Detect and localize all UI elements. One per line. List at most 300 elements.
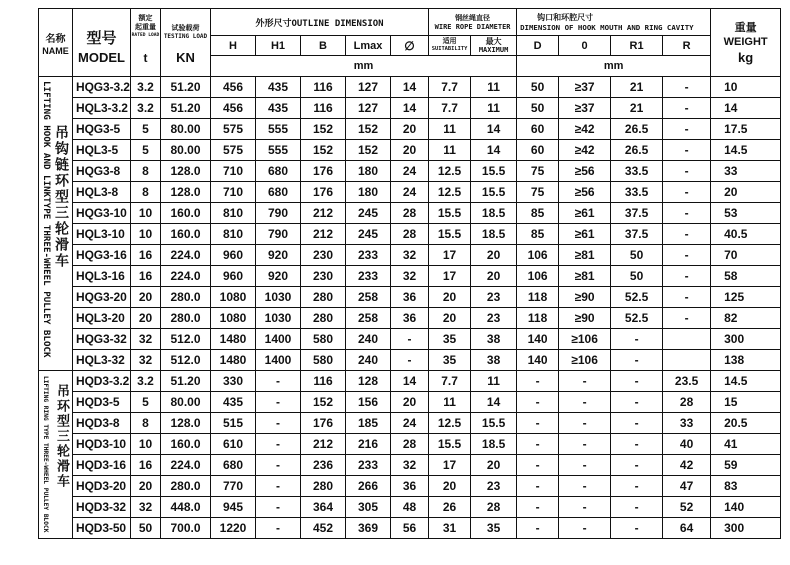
- cell-rope-suitability: 26: [429, 497, 471, 518]
- cell-lmax: 258: [346, 308, 391, 329]
- cell-rated-load: 20: [131, 308, 161, 329]
- cell-h1: 920: [256, 245, 301, 266]
- cell-lmax: 258: [346, 287, 391, 308]
- table-row: [39, 182, 781, 203]
- cell-rope-maximum: 35: [471, 518, 517, 539]
- cell-rope-maximum: 23: [471, 308, 517, 329]
- cell-r1: -: [611, 518, 663, 539]
- cell-b: 152: [301, 392, 346, 413]
- cell-h1: 435: [256, 98, 301, 119]
- cell-b: 580: [301, 329, 346, 350]
- cell-b: 230: [301, 245, 346, 266]
- cell-model: HQD3-10: [73, 434, 131, 455]
- cell-r1: -: [611, 413, 663, 434]
- col-diameter-header: ∅: [391, 36, 429, 56]
- cell-diameter: 24: [391, 182, 429, 203]
- cell-o: -: [559, 434, 611, 455]
- cell-rope-suitability: 17: [429, 455, 471, 476]
- cell-rope-suitability: 11: [429, 392, 471, 413]
- cell-d: 50: [517, 98, 559, 119]
- table-body: [39, 77, 781, 539]
- cell-r1: -: [611, 392, 663, 413]
- cell-lmax: 240: [346, 350, 391, 371]
- cell-testing-load: 224.0: [161, 455, 211, 476]
- cell-d: 50: [517, 77, 559, 98]
- table-row: [39, 350, 781, 371]
- cell-rated-load: 32: [131, 497, 161, 518]
- cell-rope-maximum: 38: [471, 350, 517, 371]
- wire-rope-diameter-header: [429, 9, 517, 36]
- cell-b: 236: [301, 455, 346, 476]
- cell-r: [663, 350, 711, 371]
- cell-r: 42: [663, 455, 711, 476]
- cell-rope-maximum: 18.5: [471, 434, 517, 455]
- cell-rope-maximum: 15.5: [471, 161, 517, 182]
- cell-b: 280: [301, 476, 346, 497]
- cell-model: HQG3-3.2: [73, 77, 131, 98]
- table-row: [39, 140, 781, 161]
- hook-ring-dimension-header: [517, 9, 711, 36]
- cell-d: -: [517, 518, 559, 539]
- cell-r1: -: [611, 350, 663, 371]
- cell-b: 280: [301, 308, 346, 329]
- cell-lmax: 233: [346, 245, 391, 266]
- cell-r: -: [663, 140, 711, 161]
- cell-b: 176: [301, 161, 346, 182]
- cell-weight: 17.5: [711, 119, 781, 140]
- cell-h1: 1400: [256, 350, 301, 371]
- cell-weight: 41: [711, 434, 781, 455]
- cell-rated-load: 8: [131, 413, 161, 434]
- cell-h: 710: [211, 182, 256, 203]
- cell-o: -: [559, 455, 611, 476]
- cell-r: 40: [663, 434, 711, 455]
- cell-o: ≥81: [559, 245, 611, 266]
- cell-r1: -: [611, 455, 663, 476]
- cell-lmax: 152: [346, 119, 391, 140]
- cell-diameter: 24: [391, 413, 429, 434]
- cell-rope-suitability: 12.5: [429, 182, 471, 203]
- cell-diameter: 48: [391, 497, 429, 518]
- cell-r1: 50: [611, 266, 663, 287]
- cell-rope-suitability: 20: [429, 308, 471, 329]
- table-row: [39, 455, 781, 476]
- cell-h: 1080: [211, 308, 256, 329]
- hook-ring-header-en: DIMENSION OF HOOK MOUTH AND RING CAVITY: [520, 22, 694, 32]
- cell-weight: 59: [711, 455, 781, 476]
- cell-weight: 15: [711, 392, 781, 413]
- cell-o: -: [559, 518, 611, 539]
- cell-b: 212: [301, 224, 346, 245]
- cell-model: HQD3-32: [73, 497, 131, 518]
- cell-o: ≥37: [559, 98, 611, 119]
- cell-testing-load: 51.20: [161, 371, 211, 392]
- cell-r1: -: [611, 476, 663, 497]
- col-h1-header: H1: [256, 36, 301, 56]
- cell-h1: 555: [256, 140, 301, 161]
- cell-rope-maximum: 28: [471, 497, 517, 518]
- cell-r: -: [663, 245, 711, 266]
- cell-r1: 37.5: [611, 203, 663, 224]
- cell-rope-suitability: 15.5: [429, 224, 471, 245]
- table-row: [39, 476, 781, 497]
- cell-lmax: 369: [346, 518, 391, 539]
- testing-load-unit: KN: [176, 50, 195, 65]
- cell-r: 52: [663, 497, 711, 518]
- cell-h: 960: [211, 266, 256, 287]
- cell-d: -: [517, 371, 559, 392]
- cell-rated-load: 16: [131, 245, 161, 266]
- cell-weight: 53: [711, 203, 781, 224]
- table-row: [39, 329, 781, 350]
- cell-h: 960: [211, 245, 256, 266]
- cell-weight: 300: [711, 518, 781, 539]
- cell-rope-maximum: 20: [471, 266, 517, 287]
- cell-model: HQD3-3.2: [73, 371, 131, 392]
- col-d-header: D: [517, 36, 559, 56]
- group-name-en: LIFTING HOOK AND LINKTYPE THREE-WHEEL PULLEY BLOCK: [41, 81, 52, 358]
- cell-b: 580: [301, 350, 346, 371]
- cell-h: 575: [211, 119, 256, 140]
- cell-r: -: [663, 182, 711, 203]
- cell-h1: 790: [256, 203, 301, 224]
- cell-rope-suitability: 17: [429, 245, 471, 266]
- table-row: [39, 224, 781, 245]
- cell-b: 116: [301, 77, 346, 98]
- cell-model: HQL3-20: [73, 308, 131, 329]
- cell-d: 118: [517, 287, 559, 308]
- cell-rated-load: 10: [131, 203, 161, 224]
- cell-h1: -: [256, 497, 301, 518]
- cell-weight: 58: [711, 266, 781, 287]
- group-name-cell: [39, 77, 73, 371]
- cell-b: 364: [301, 497, 346, 518]
- cell-model: HQL3-10: [73, 224, 131, 245]
- cell-rope-suitability: 20: [429, 287, 471, 308]
- cell-rope-suitability: 35: [429, 329, 471, 350]
- cell-lmax: 180: [346, 182, 391, 203]
- cell-testing-load: 80.00: [161, 140, 211, 161]
- cell-o: ≥56: [559, 161, 611, 182]
- cell-d: -: [517, 413, 559, 434]
- col-lmax-header: Lmax: [346, 36, 391, 56]
- cell-b: 152: [301, 140, 346, 161]
- maximum-cn: 最大: [485, 37, 502, 46]
- table-row: [39, 308, 781, 329]
- cell-b: 116: [301, 371, 346, 392]
- cell-r1: 21: [611, 77, 663, 98]
- header-row-groups: [39, 9, 781, 36]
- cell-r1: 26.5: [611, 140, 663, 161]
- cell-h: 515: [211, 413, 256, 434]
- cell-model: HQD3-5: [73, 392, 131, 413]
- cell-o: ≥42: [559, 140, 611, 161]
- cell-diameter: 32: [391, 455, 429, 476]
- cell-r1: 37.5: [611, 224, 663, 245]
- cell-testing-load: 512.0: [161, 329, 211, 350]
- cell-h: 330: [211, 371, 256, 392]
- cell-r: 33: [663, 413, 711, 434]
- cell-o: -: [559, 413, 611, 434]
- cell-r: 23.5: [663, 371, 711, 392]
- cell-rope-maximum: 23: [471, 476, 517, 497]
- cell-d: -: [517, 392, 559, 413]
- cell-r: 28: [663, 392, 711, 413]
- cell-model: HQG3-8: [73, 161, 131, 182]
- cell-r: -: [663, 98, 711, 119]
- rated-load-header: [131, 9, 161, 77]
- cell-h: 710: [211, 161, 256, 182]
- cell-rope-suitability: 11: [429, 140, 471, 161]
- cell-testing-load: 280.0: [161, 308, 211, 329]
- cell-d: 60: [517, 119, 559, 140]
- cell-d: 106: [517, 245, 559, 266]
- cell-rated-load: 5: [131, 119, 161, 140]
- cell-diameter: 36: [391, 476, 429, 497]
- cell-diameter: 20: [391, 119, 429, 140]
- cell-model: HQG3-16: [73, 245, 131, 266]
- cell-rope-maximum: 15.5: [471, 182, 517, 203]
- cell-lmax: 180: [346, 161, 391, 182]
- cell-rope-maximum: 38: [471, 329, 517, 350]
- cell-rope-suitability: 20: [429, 476, 471, 497]
- cell-weight: 14: [711, 98, 781, 119]
- cell-model: HQG3-10: [73, 203, 131, 224]
- cell-testing-load: 448.0: [161, 497, 211, 518]
- cell-h: 610: [211, 434, 256, 455]
- cell-r: -: [663, 119, 711, 140]
- table-row: [39, 392, 781, 413]
- cell-lmax: 266: [346, 476, 391, 497]
- cell-r1: 26.5: [611, 119, 663, 140]
- cell-b: 230: [301, 266, 346, 287]
- group-name-cell: [39, 371, 73, 539]
- cell-h: 810: [211, 224, 256, 245]
- cell-rated-load: 3.2: [131, 98, 161, 119]
- cell-o: ≥90: [559, 308, 611, 329]
- cell-h1: -: [256, 392, 301, 413]
- cell-r1: 50: [611, 245, 663, 266]
- cell-testing-load: 224.0: [161, 266, 211, 287]
- cell-r1: -: [611, 329, 663, 350]
- cell-testing-load: 280.0: [161, 476, 211, 497]
- cell-rated-load: 3.2: [131, 77, 161, 98]
- cell-lmax: 127: [346, 77, 391, 98]
- cell-o: ≥81: [559, 266, 611, 287]
- table-row: [39, 245, 781, 266]
- cell-testing-load: 512.0: [161, 350, 211, 371]
- cell-r1: 52.5: [611, 287, 663, 308]
- cell-rope-maximum: 20: [471, 245, 517, 266]
- cell-lmax: 305: [346, 497, 391, 518]
- cell-r: -: [663, 308, 711, 329]
- cell-rated-load: 5: [131, 392, 161, 413]
- cell-testing-load: 700.0: [161, 518, 211, 539]
- cell-rope-suitability: 12.5: [429, 413, 471, 434]
- cell-d: 106: [517, 266, 559, 287]
- weight-header-en: WEIGHT: [723, 36, 768, 48]
- cell-rated-load: 3.2: [131, 371, 161, 392]
- name-header-cn: 名称: [45, 34, 66, 45]
- cell-weight: 20: [711, 182, 781, 203]
- cell-diameter: 36: [391, 287, 429, 308]
- model-header-cn: 型号: [86, 30, 117, 47]
- cell-rope-maximum: 11: [471, 371, 517, 392]
- cell-r: -: [663, 203, 711, 224]
- cell-h1: -: [256, 455, 301, 476]
- cell-h: 1080: [211, 287, 256, 308]
- model-header-en: MODEL: [78, 50, 125, 65]
- cell-testing-load: 51.20: [161, 98, 211, 119]
- weight-unit: kg: [738, 50, 754, 65]
- cell-model: HQD3-20: [73, 476, 131, 497]
- cell-rope-maximum: 18.5: [471, 203, 517, 224]
- table-row: [39, 371, 781, 392]
- cell-weight: 10: [711, 77, 781, 98]
- cell-diameter: 24: [391, 161, 429, 182]
- cell-rated-load: 16: [131, 266, 161, 287]
- dimension-unit-mm: mm: [211, 56, 517, 77]
- table-row: [39, 497, 781, 518]
- cell-b: 212: [301, 434, 346, 455]
- col-b-header: B: [301, 36, 346, 56]
- cell-d: 60: [517, 140, 559, 161]
- weight-header: [711, 9, 781, 77]
- cell-diameter: 14: [391, 98, 429, 119]
- cell-o: -: [559, 371, 611, 392]
- cell-diameter: 32: [391, 266, 429, 287]
- cell-testing-load: 128.0: [161, 182, 211, 203]
- cell-b: 212: [301, 203, 346, 224]
- cell-h: 456: [211, 77, 256, 98]
- cell-model: HQL3-16: [73, 266, 131, 287]
- cell-rated-load: 5: [131, 140, 161, 161]
- cell-o: ≥106: [559, 329, 611, 350]
- cell-diameter: -: [391, 350, 429, 371]
- name-header-en: NAME: [42, 46, 69, 56]
- cell-model: HQL3-5: [73, 140, 131, 161]
- col-maximum-header: [471, 36, 517, 56]
- cell-diameter: 36: [391, 308, 429, 329]
- cell-testing-load: 224.0: [161, 245, 211, 266]
- cell-model: HQL3-3.2: [73, 98, 131, 119]
- spec-table: [38, 8, 781, 539]
- col-r1-header: R1: [611, 36, 663, 56]
- table-row: [39, 413, 781, 434]
- cell-h: 945: [211, 497, 256, 518]
- cell-h: 810: [211, 203, 256, 224]
- cell-h1: 790: [256, 224, 301, 245]
- cell-h1: 920: [256, 266, 301, 287]
- table-row: [39, 77, 781, 98]
- cell-diameter: 28: [391, 224, 429, 245]
- name-header: [39, 9, 73, 77]
- cell-r1: 52.5: [611, 308, 663, 329]
- cell-weight: 300: [711, 329, 781, 350]
- cell-diameter: 28: [391, 203, 429, 224]
- cell-o: -: [559, 476, 611, 497]
- cell-testing-load: 51.20: [161, 77, 211, 98]
- cell-r: -: [663, 224, 711, 245]
- cell-lmax: 156: [346, 392, 391, 413]
- cell-r: 64: [663, 518, 711, 539]
- table-row: [39, 434, 781, 455]
- cell-r1: -: [611, 434, 663, 455]
- cell-h1: 680: [256, 161, 301, 182]
- group-name-cn: 吊环型三轮滑车: [55, 384, 70, 489]
- col-h-header: H: [211, 36, 256, 56]
- cell-lmax: 152: [346, 140, 391, 161]
- cell-o: ≥37: [559, 77, 611, 98]
- cell-model: HQG3-5: [73, 119, 131, 140]
- cell-rope-suitability: 7.7: [429, 371, 471, 392]
- cell-h: 1220: [211, 518, 256, 539]
- table-row: [39, 518, 781, 539]
- cell-lmax: 128: [346, 371, 391, 392]
- cell-testing-load: 128.0: [161, 413, 211, 434]
- weight-header-cn: 重量: [734, 22, 757, 34]
- cell-o: -: [559, 497, 611, 518]
- table-row: [39, 98, 781, 119]
- cell-weight: 140: [711, 497, 781, 518]
- cell-d: 75: [517, 182, 559, 203]
- cell-h1: -: [256, 476, 301, 497]
- model-header: [73, 9, 131, 77]
- cell-h1: 1030: [256, 308, 301, 329]
- cell-rope-suitability: 35: [429, 350, 471, 371]
- cell-rope-suitability: 17: [429, 266, 471, 287]
- cell-rope-suitability: 7.7: [429, 98, 471, 119]
- cell-diameter: 14: [391, 371, 429, 392]
- cell-rope-maximum: 23: [471, 287, 517, 308]
- cell-diameter: -: [391, 329, 429, 350]
- wire-rope-header-en: WIRE ROPE DIAMETER: [434, 22, 511, 31]
- cell-h: 575: [211, 140, 256, 161]
- table-row: [39, 119, 781, 140]
- suitability-en: SUITABILITY: [431, 46, 468, 52]
- cell-r1: 33.5: [611, 182, 663, 203]
- table-row: [39, 287, 781, 308]
- cell-lmax: 185: [346, 413, 391, 434]
- cell-testing-load: 80.00: [161, 392, 211, 413]
- group-name-cn: 吊钩链环型三轮滑车: [54, 125, 70, 269]
- cell-rope-suitability: 15.5: [429, 434, 471, 455]
- hook-ring-header-cn: 钩口和环腔尺寸: [537, 12, 594, 22]
- cell-rated-load: 10: [131, 434, 161, 455]
- cell-lmax: 233: [346, 455, 391, 476]
- suitability-cn: 适用: [442, 38, 457, 45]
- cell-weight: 83: [711, 476, 781, 497]
- cell-d: -: [517, 497, 559, 518]
- cell-model: HQD3-50: [73, 518, 131, 539]
- cell-rated-load: 32: [131, 350, 161, 371]
- cell-d: 75: [517, 161, 559, 182]
- cell-b: 152: [301, 119, 346, 140]
- cell-rope-maximum: 14: [471, 140, 517, 161]
- cell-d: -: [517, 455, 559, 476]
- col-o-header: 0: [559, 36, 611, 56]
- cell-rope-suitability: 31: [429, 518, 471, 539]
- cell-diameter: 56: [391, 518, 429, 539]
- cell-testing-load: 128.0: [161, 161, 211, 182]
- cell-b: 176: [301, 182, 346, 203]
- cell-testing-load: 160.0: [161, 203, 211, 224]
- cell-h1: -: [256, 371, 301, 392]
- rated-load-header-cn-1: 额定: [138, 15, 153, 22]
- cell-d: 140: [517, 329, 559, 350]
- cell-b: 280: [301, 287, 346, 308]
- cell-h1: 1400: [256, 329, 301, 350]
